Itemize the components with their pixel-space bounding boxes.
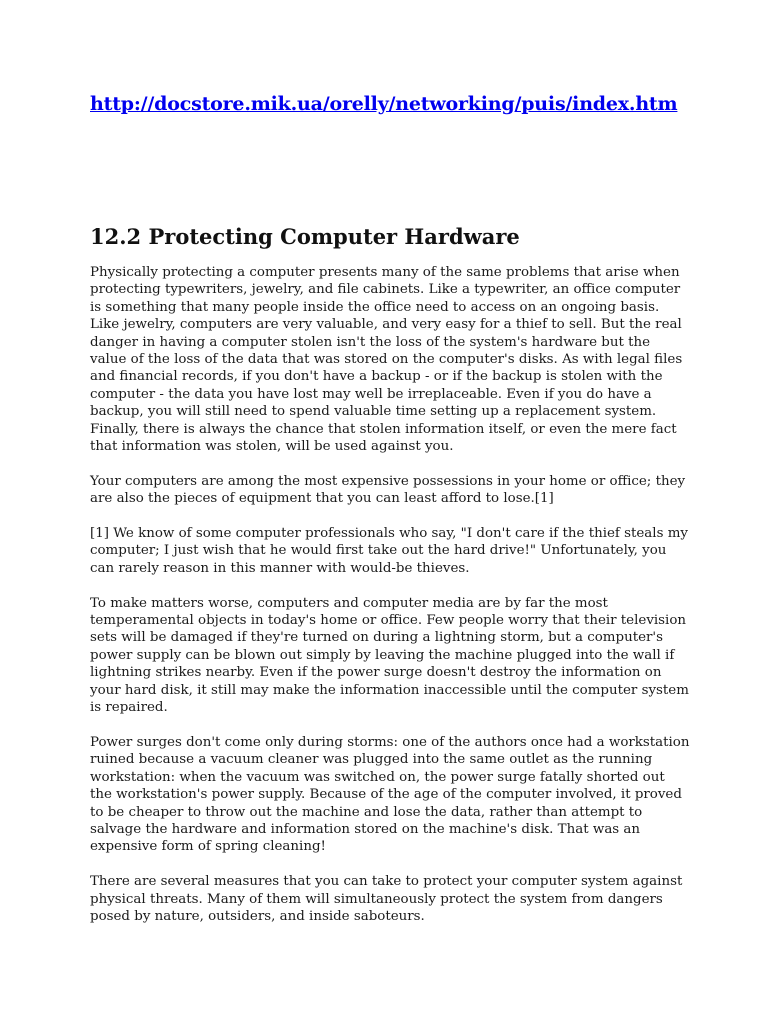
paragraph-protective-measures: There are several measures that you can take to protect your computer system against physical threats. Many of them will simultaneously protect the system from dangers posed by nature, outsiders, and inside saboteurs.: [90, 874, 683, 924]
article-body: [90, 264, 690, 943]
paragraph-intro: Physically protecting a computer presents many of the same problems that arise when protecting typewriters, jewelry, and file cabinets. Like a typewriter, an office computer is something that many people inside the office need to access on an ongoing basis. Like jewelry, computers are very valuable, and very easy for a thief to sell. But the real danger in having a computer stolen isn't the loss of the system's hardware but the value of the loss of the data that was stored on the computer's disks. As with legal files and financial records, if you don't have a backup - or if the backup is stolen with the computer - the data you have lost may well be irreplaceable. Even if you do have a backup, you will still need to spend valuable time setting up a replacement system. Finally, there is always the chance that stolen information itself, or even the mere fact that information was stolen, will be used against you.: [90, 265, 683, 455]
paragraph-expensive-possessions: Your computers are among the most expensive possessions in your home or office; they are also the pieces of equipment that you can least afford to lose.[1]: [90, 473, 686, 507]
paragraph-footnote: [1] We know of some computer professionals who say, "I don't care if the thief steals my computer; I just wish that he would first take out the hard drive!" Unfortunately, you can rarely reason in this manner with would-be thieves.: [90, 526, 688, 576]
paragraph-power-surges: Power surges don't come only during storms: one of the authors once had a workstation ruined because a vacuum cleaner was plugged into the same outlet as the running workstation: when the vacuum was switched on, the power surge fatally shorted out the workstation's power supply. Because of the age of the computer involved, it proved to be cheaper to throw out the machine and lose the data, rather than attempt to salvage the hardware and information stored on the machine's disk. That was an expensive form of spring cleaning!: [90, 734, 690, 855]
section-title: 12.2 Protecting Computer Hardware: [90, 224, 520, 249]
paragraph-temperamental: To make matters worse, computers and computer media are by far the most temperamental objects in today's home or office. Few people worry that their television sets will be damaged if they're turned on during a lightning storm, but a computer's power supply can be blown out simply by leaving the machine plugged into the wall if lightning strikes nearby. Even if the power surge doesn't destroy the information on your hard disk, it still may make the information inaccessible until the computer system is repaired.: [90, 595, 689, 716]
source-url-link[interactable]: http://docstore.mik.ua/orelly/networking/puis/index.htm: [90, 93, 678, 115]
